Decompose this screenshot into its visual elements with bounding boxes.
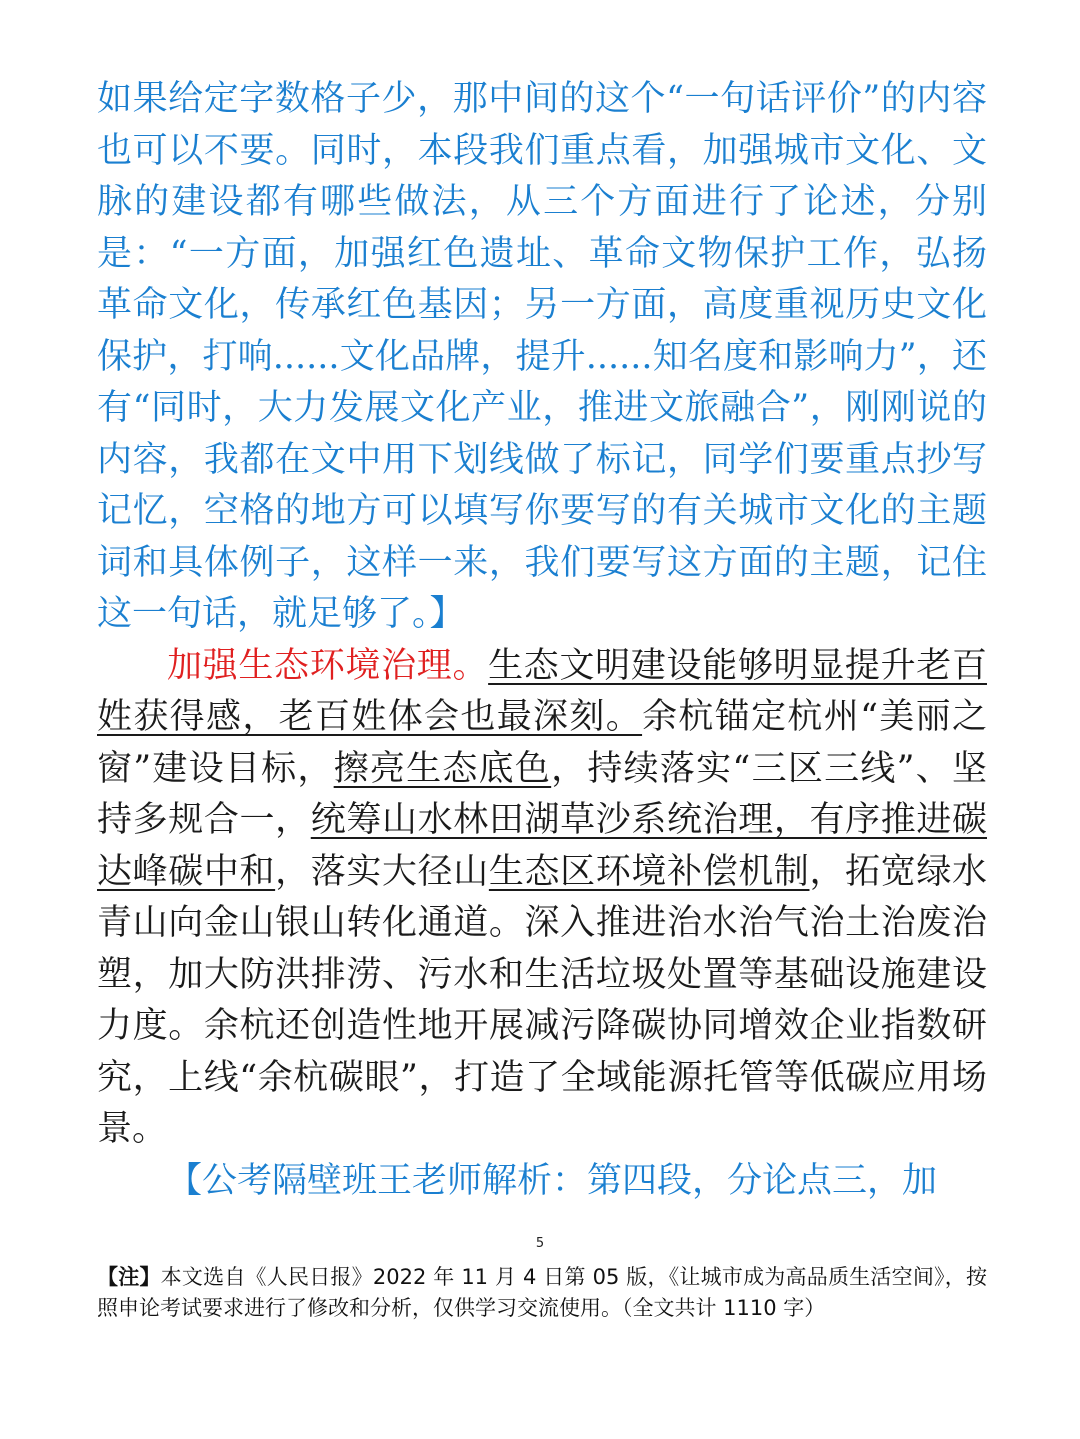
commentary-paragraph [97,74,987,641]
body-text-segment: ，拓宽绿水青山向金山银山转化通道。深入推进治水治气治土治废治塑，加大防洪排涝、污水和生活垃圾处置等基础设施建设力度。余杭还创造性地开展减污降碳协同增效企业指数研究，上线“余杭碳眼”，打造了全域能源托管等低碳应用场景。 [97,851,987,1149]
analysis-paragraph [97,1156,987,1208]
underlined-phrase: 生态区环境补偿机制 [488,851,810,892]
section-heading: 加强生态环境治理。 [167,645,489,686]
footnote-text: 本文选自《人民日报》2022 年 11 月 4 日第 05 版，《让城市成为高品质生活空间》，按照申论考试要求进行了修改和分析，仅供学习交流使用。（全文共计 1110 字） [97,1265,987,1320]
ecology-paragraph [97,641,987,1156]
footnote-label: 【注】 [97,1265,161,1289]
underlined-phrase: 擦亮生态底色 [333,748,552,789]
underlined-sentence: 生态文明建设能够明显提升老百姓获得感，老百姓体会也最深刻。 [97,645,987,737]
body-text-segment: ，落实大径山 [275,851,489,892]
analysis-text: 【公考隔壁班王老师解析：第四段，分论点三，加 [167,1160,938,1201]
article-body [97,74,987,1207]
underlined-phrase: 统筹山水林田湖草沙系统治理，有序推进碳达峰碳中和 [97,800,987,892]
body-text-segment: ，持续落实“三区三线”、坚持多规合一， [97,748,987,840]
commentary-text: 如果给定字数格子少，那中间的这个“一句话评价”的内容也可以不要。同时，本段我们重点看，加强城市文化、文脉的建设都有哪些做法，从三个方面进行了论述，分别是：“一方面，加强红色遗址、革命文物保护工作，弘扬革命文化，传承红色基因；另一方面，高度重视历史文化保护，打响......文化品牌，提升......知名度和影响力”，还有“同时，大力发展文化产业，推进文旅融合”，刚刚说的内容，我都在文中用下划线做了标记，同学们要重点抄写记忆，空格的地方可以填写你要写的有关城市文化的主题词和具体例子，这样一来，我们要写这方面的主题，记住这一句话，就足够了。】 [97,79,987,634]
body-text-segment: 余杭锚定杭州“美丽之窗”建设目标， [97,697,987,789]
footnote [97,1262,987,1324]
page-number: 5 [535,1236,545,1251]
